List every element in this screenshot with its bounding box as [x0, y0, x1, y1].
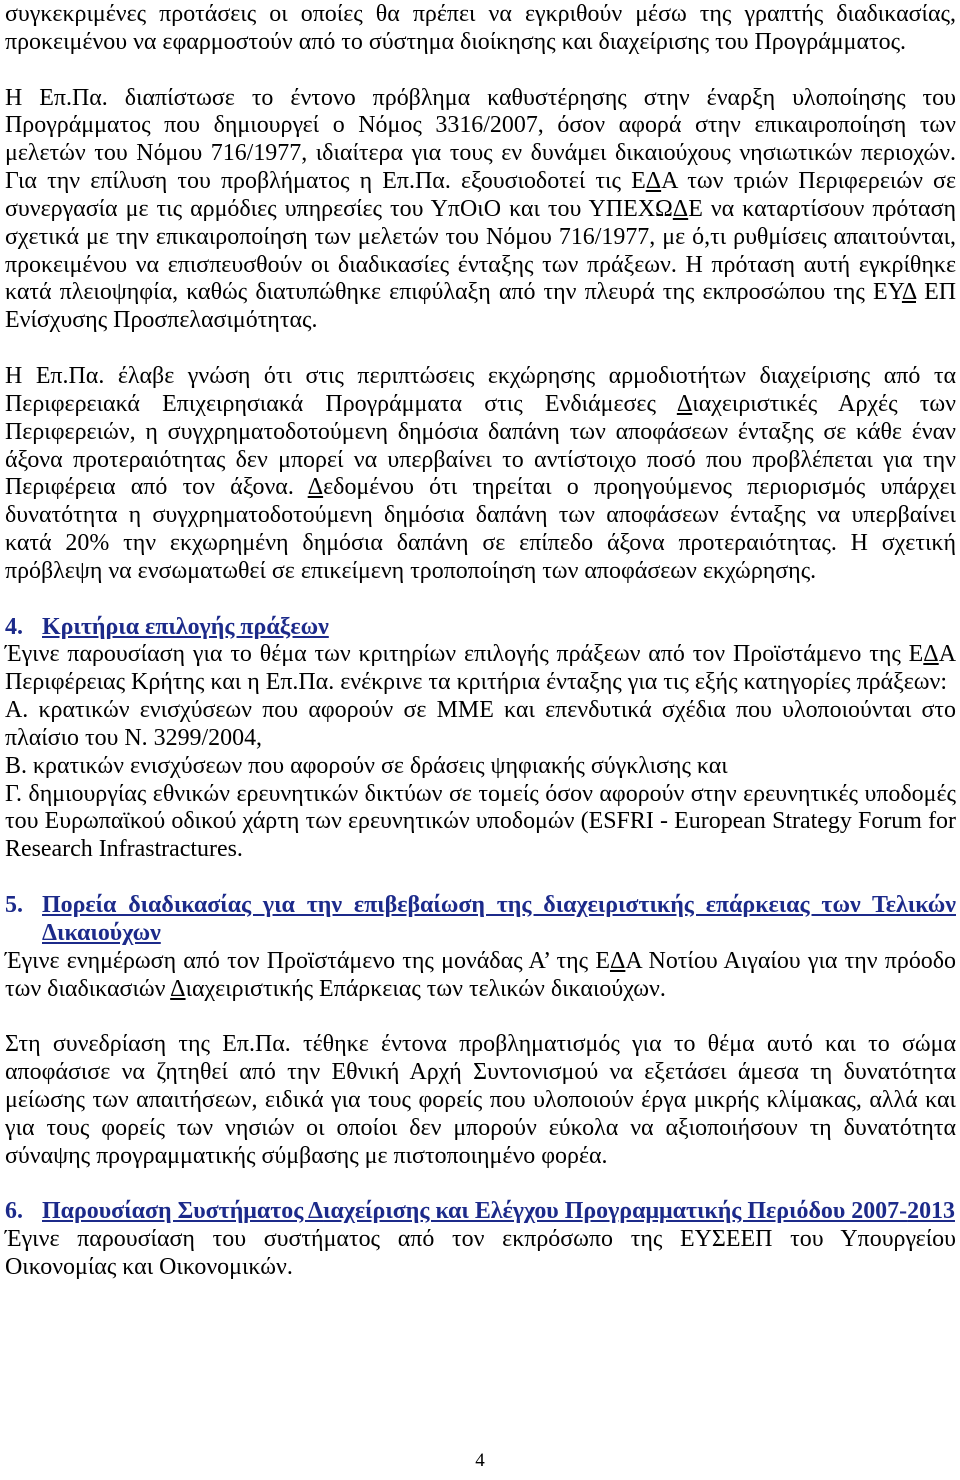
- section-title: Κριτήρια επιλογής πράξεων: [42, 613, 329, 640]
- section-intro: Έγινε παρουσίαση για το θέμα των κριτηρίων επιλογής πράξεων από τον Προϊστάμενο της ΕΔΑ Περιφέρειας Κρήτης και η Επ.Πα. ενέκρινε τα κριτήρια ένταξης για τις εξής κατηγορίες πράξεων:: [5, 641, 956, 696]
- section-title: Παρουσίαση Συστήματος Διαχείρισης και Ελέγχου Προγραμματικής Περιόδου 2007-2013: [42, 1198, 955, 1225]
- section-number: 4.: [5, 613, 23, 640]
- page-number: 4: [475, 1450, 485, 1471]
- paragraph-delay-problem: Η Επ.Πα. διαπίστωσε το έντονο πρόβλημα καθυστέρησης στην έναρξη υλοποίησης του Προγράμματος που δημιουργεί ο Νόμος 3316/2007, όσον αφορά στην επικαιροποίηση των μελετών του Νόμου 716/1977, ιδιαίτερα για τους εν δυνάμει δικαιούχους νησιωτικών περιοχών. Για την επίλυση του προβλήματος η Επ.Πα. εξουσιοδοτεί τις ΕΔΑ των τριών Περιφερειών σε συνεργασία με τις αρμόδιες υπηρεσίες του ΥπΟιΟ και του ΥΠΕΧΩΔΕ να καταρτίσουν πρόταση σχετικά με την επικαιροποίηση των μελετών του Νόμου 716/1977, με ό,τι ρυθμίσεις απαιτούνται, προκειμένου να επισπευσθούν οι διαδικασίες ένταξης των πράξεων. Η πρόταση αυτή εγκρίθηκε κατά πλειοψηφία, καθώς διατυπώθηκε επιφύλαξη από την πλευρά της εκπροσώπου της ΕΥΔ ΕΠ Ενίσχυσης Προσπελασιμότητας.: [5, 84, 956, 334]
- section-5: [5, 892, 956, 1170]
- section-paragraph: Έγινε παρουσίαση του συστήματος από τον εκπρόσωπο της ΕΥΣΕΕΠ του Υπουργείου Οικονομίας και Οικονομικών.: [5, 1226, 956, 1280]
- section-title: Πορεία διαδικασίας για την επιβεβαίωση της διαχειριστικής επάρκειας των Τελικών Δικαιούχων: [42, 892, 956, 946]
- section-paragraph: Στη συνεδρίαση της Επ.Πα. τέθηκε έντονα προβληματισμός για το θέμα αυτό και το σώμα αποφάσισε να ζητηθεί από την Εθνική Αρχή Συντονισμού να εξετάσει άμεσα τη δυνατότητα μείωσης των απαιτήσεων, ειδικά για τους φορείς που υλοποιούν έργα μικρής κλίμακας, αλλά και για τους φορείς των νησιών οι οποίοι δεν μπορούν εύκολα να αξιοποιήσουν τη δυνατότητα σύναψης προγραμματικής σύμβασης με πιστοποιημένο φορέα.: [5, 1031, 956, 1169]
- list-item: Γ. δημιουργίας εθνικών ερευνητικών δικτύων σε τομείς όσον αφορούν στην ερευνητικές υποδομές του Ευρωπαϊκού οδικού χάρτη των ερευνητικών υποδομών (ESFRI - European Strategy Forum for Research Infrastractures.: [5, 780, 956, 863]
- section-heading: [5, 614, 956, 642]
- list-item: Α. κρατικών ενισχύσεων που αφορούν σε ΜΜΕ και επενδυτικά σχέδια που υλοποιούνται στο πλαίσιο του Ν. 3299/2004,: [5, 697, 956, 751]
- section-paragraph: Έγινε ενημέρωση από τον Προϊστάμενο της μονάδας Α’ της ΕΔΑ Νοτίου Αιγαίου για την πρόοδο των διαδικασιών Διαχειριστικής Επάρκειας των τελικών δικαιούχων.: [5, 947, 957, 1002]
- document-body: [5, 1, 956, 1282]
- paragraph-continuation: συγκεκριμένες προτάσεις οι οποίες θα πρέπει να εγκριθούν μέσω της γραπτής διαδικασίας, προκειμένου να εφαρμοστούν από το σύστημα διοίκησης και διαχείρισης του Προγράμματος.: [5, 1, 956, 55]
- paragraph-delegation-budget: Η Επ.Πα. έλαβε γνώση ότι στις περιπτώσεις εκχώρησης αρμοδιοτήτων διαχείρισης από τα Περιφερειακά Επιχειρησιακά Προγράμματα στις Ενδιάμεσες Διαχειριστικές Αρχές των Περιφερειών, η συγχρηματοδοτούμενη δημόσια δαπάνη των αποφάσεων ένταξης σε κάθε έναν άξονα προτεραιότητας δεν μπορεί να υπερβαίνει το αντίστοιχο ποσό που προβλέπεται για την Περιφέρεια από τον άξονα. Δεδομένου ότι τηρείται ο προηγούμενος περιορισμός υπάρχει δυνατότητα η συγχρηματοδοτούμενη δημόσια δαπάνη των αποφάσεων ένταξης να υπερβαίνει κατά 20% την εκχωρημένη δημόσια δαπάνη σε επίπεδο άξονα προτεραιότητας. Η σχετική πρόβλεψη να ενσωματωθεί σε επικείμενη τροποποίηση των αποφάσεων εκχώρησης.: [5, 362, 956, 584]
- list-item: Β. κρατικών ενισχύσεων που αφορούν σε δράσεις ψηφιακής σύγκλισης και: [5, 752, 728, 779]
- section-6: [5, 1198, 956, 1282]
- section-heading: [5, 1198, 956, 1226]
- section-number: 5.: [5, 892, 23, 918]
- section-4: [5, 614, 956, 865]
- section-number: 6.: [5, 1198, 23, 1225]
- section-heading: [5, 892, 956, 948]
